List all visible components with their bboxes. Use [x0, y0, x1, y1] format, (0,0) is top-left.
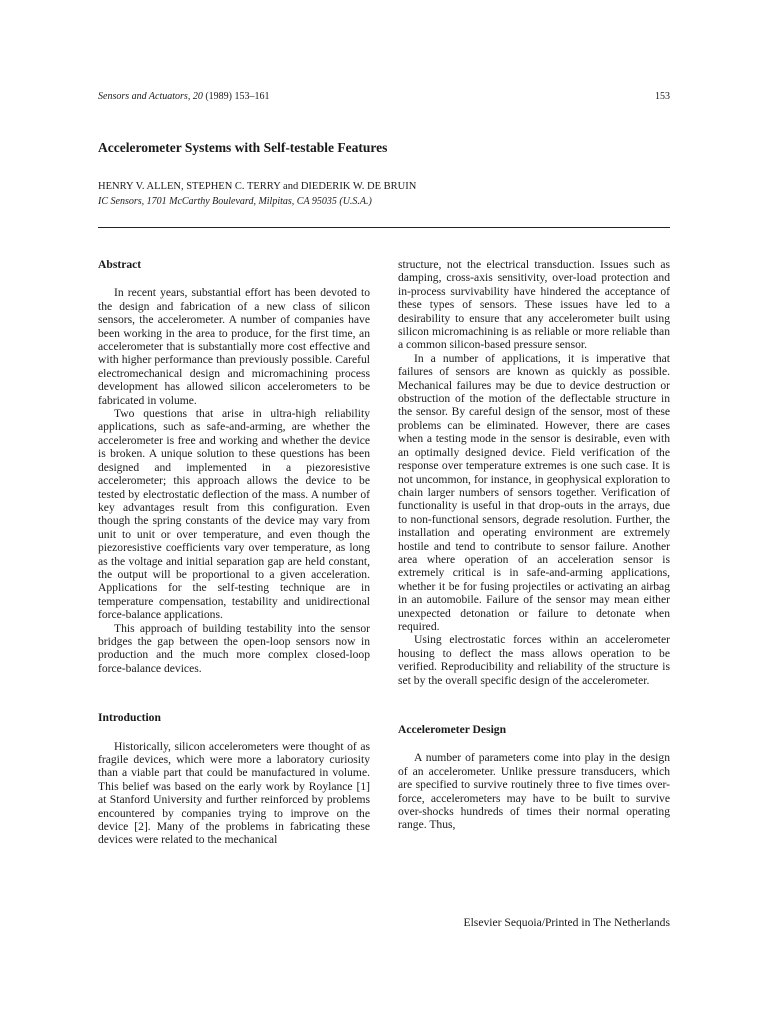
author-list: HENRY V. ALLEN, STEPHEN C. TERRY and DIEDERIK W. DE BRUIN — [98, 181, 417, 192]
introduction-paragraph: Historically, silicon accelerometers were thought of as fragile devices, which were more a laboratory curiosity than a viable part that could be manufactured in volume. This belief was based on the early work by Roylance [1] at Stanford University and further reinforced by problems encountered by companies trying to improve on the device [2]. Many of the problems in fabricating these devices were related to the mechanical — [98, 739, 370, 847]
design-paragraph: A number of parameters come into play in the design of an accelerometer. Unlike pressure transducers, which are specified to survive routinely three to five times over-force, accelerometers may have to be built to survive over-shocks hundreds of times their normal operating range. Thus, — [398, 751, 670, 832]
abstract-heading: Abstract — [98, 258, 142, 271]
continued-paragraph: structure, not the electrical transduction. Issues such as damping, cross-axis sensitivity, over-load protection and in-process survivability have hindered the acceptance of these types of sensors. These issues have led to a desirability to ensure that any accelerometer built using silicon micromachining is as reliable or more reliable than a common silicon-based pressure sensor. — [398, 258, 670, 352]
abstract-paragraph: In recent years, substantial effort has been devoted to the design and fabrication of a new class of silicon sensors, the accelerometer. A number of companies have been working in the area to produce, for the first time, an accelerometer that is substantially more cost effective and with higher performance than previously possible. Careful electromechanical design and micromachining process development has allowed silicon accelerometers to be fabricated in volume. — [98, 286, 370, 407]
printer-footer: Elsevier Sequoia/Printed in The Netherlands — [463, 916, 670, 929]
affiliation: IC Sensors, 1701 McCarthy Boulevard, Milpitas, CA 95035 (U.S.A.) — [98, 196, 372, 207]
abstract-paragraph: Two questions that arise in ultra-high reliability applications, such as safe-and-arming, are whether the accelerometer is free and working and whether the device is broken. A unique solution to these questions has been designed and implemented in a piezoresistive accelerometer; this approach allows the device to be tested by electrostatic deflection of the mass. A number of key advantages result from this configuration. Even though the spring constants of the device may vary from unit to unit or over temperature, and even though the piezoresistive coefficients vary over temperature, as long as the voltage and initial separation gap are held constant, the output will be proportional to a given acceleration. Applications for the self-testing technique are in temperature compensation, testability and unidirectional force-balance applications. — [98, 407, 370, 622]
page-number: 153 — [655, 91, 670, 102]
journal-name: Sensors and Actuators, 20 — [98, 91, 203, 102]
abstract-paragraph: This approach of building testability into the sensor bridges the gap between the open-loop sensors now in production and the much more complex closed-loop force-balance devices. — [98, 621, 370, 675]
header-divider — [98, 227, 670, 228]
left-column — [98, 258, 370, 847]
running-header — [98, 91, 670, 105]
introduction-heading: Introduction — [98, 711, 161, 725]
design-heading: Accelerometer Design — [398, 723, 507, 736]
body-paragraph: Using electrostatic forces within an accelerometer housing to deflect the mass allows operation to be verified. Reproducibility and reliability of the structure is set by the overall specific design of the accelerometer. — [398, 633, 670, 687]
body-paragraph: In a number of applications, it is imperative that failures of sensors are known as quickly as possible. Mechanical failures may be due to device destruction or obstruction of the motion of the deflectable structure in the sensor. By careful design of the sensor, most of these problems can be eliminated. However, there are cases when a testing mode in the sensor is desirable, even with an optimally designed device. Field verification of the response over temperature extremes is one such case. It is not uncommon, for instance, in geophysical exploration to chain larger numbers of sensors together. Verification of functionality is useful in that drop-outs in the arrays, due to non-functional sensors, degrade resolution. Further, the installation and operating environment are extremely hostile and tend to contribute to sensor failure. Another area where operation of an acceleration sensor is extremely critical is in safe-and-arming applications, whether it be for fusing projectiles or activating an airbag in an automobile. Failure of the sensor may mean either unexpected detonation or failure to detonate when required. — [398, 351, 670, 633]
right-column — [398, 258, 670, 832]
citation: (1989) 153–161 — [205, 91, 270, 102]
article-title: Accelerometer Systems with Self-testable Features — [98, 140, 388, 155]
